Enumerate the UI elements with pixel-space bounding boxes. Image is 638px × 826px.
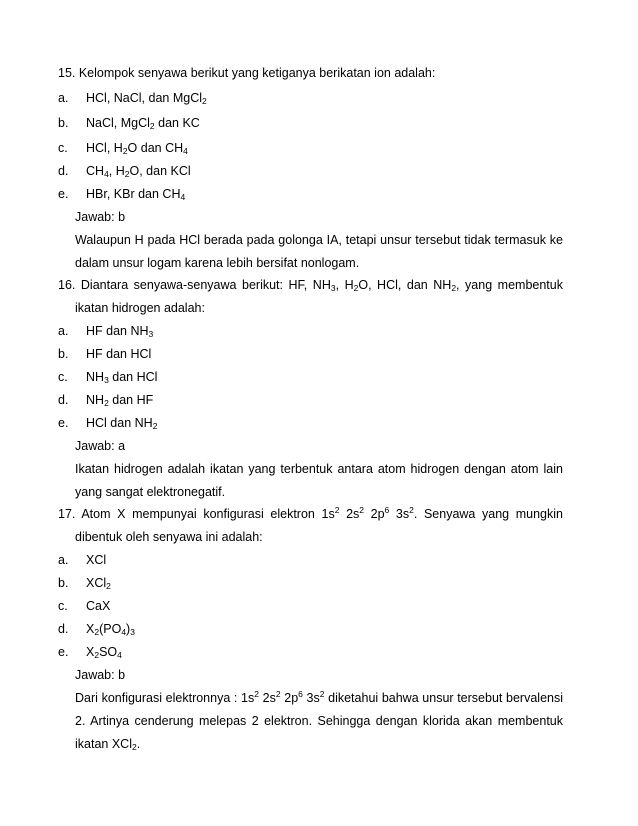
q17-option-b-letter: b. — [58, 576, 69, 590]
q16-option-c-text: $NH_3$ dan HCl — [86, 370, 158, 385]
q15-option-d-text: $CH_4$, $H_2O$, dan KCl — [86, 164, 191, 179]
q17-explanation-line-3: ikatan XCl$_2$. — [75, 737, 141, 752]
q16-option-d-text: $NH_2$ dan HF — [86, 393, 154, 408]
q16-explanation-line-1: Ikatan hidrogen adalah ikatan yang terbentuk antara atom hidrogen dengan atom lain — [75, 462, 563, 476]
q15-answer: Jawab: b — [75, 210, 126, 224]
q15-option-b-text: NaCl, MgCl$_2$ dan KC — [86, 116, 200, 131]
q15-option-e-text: HBr, KBr dan $CH_4$ — [86, 187, 186, 202]
q17-option-c-text: CaX — [86, 599, 111, 613]
q17-option-d-text: $X_2(PO_4)_3$ — [86, 622, 135, 637]
q16-answer: Jawab: a — [75, 439, 126, 453]
q17-option-d-letter: d. — [58, 622, 69, 636]
q17-explanation-line-2: 2. Artinya cenderung melepas 2 elektron. Sehingga dengan klorida akan membentuk — [75, 714, 563, 728]
q17-option-c-letter: c. — [58, 599, 68, 613]
q15-explanation-line-1: Walaupun H pada HCl berada pada golonga IA, tetapi unsur tersebut tidak termasuk ke — [75, 233, 563, 247]
q16-option-a-letter: a. — [58, 324, 69, 338]
q17-explanation-line-1: Dari konfigurasi elektronnya : $1s^2$ $2s^2$ $2p^6$ $3s^2$ diketahui bahwa unsur tersebut bervalensi — [75, 689, 563, 705]
q17-option-b-text: XCl$_2$ — [86, 576, 111, 591]
q15-option-c-letter: c. — [58, 141, 68, 155]
q17-option-e-text: $X_2SO_4$ — [86, 645, 122, 660]
question-16-text-cont: ikatan hidrogen adalah: — [75, 301, 205, 315]
q15-explanation-line-2: dalam unsur logam karena lebih bersifat nonlogam. — [75, 256, 360, 270]
q17-option-a-text: XCl — [86, 553, 107, 567]
question-17-text-cont: dibentuk oleh senyawa ini adalah: — [75, 530, 263, 544]
q16-option-e-letter: e. — [58, 416, 69, 430]
q15-option-d-letter: d. — [58, 164, 69, 178]
q16-option-a-text: HF dan $NH_3$ — [86, 324, 154, 339]
q16-explanation-line-2: yang sangat elektronegatif. — [75, 485, 226, 499]
q15-option-a-text: HCl, NaCl, dan MgCl$_2$ — [86, 91, 207, 106]
q17-option-a-letter: a. — [58, 553, 69, 567]
q16-option-d-letter: d. — [58, 393, 69, 407]
q15-option-b-letter: b. — [58, 116, 69, 130]
question-16-text: 16. Diantara senyawa-senyawa berikut: HF, $NH_3$, $H_2O$, HCl, dan $NH_2$, yang membentuk — [58, 278, 563, 293]
question-15-text: 15. Kelompok senyawa berikut yang ketiganya berikatan ion adalah: — [58, 66, 436, 80]
q15-option-a-letter: a. — [58, 91, 69, 105]
q17-option-e-letter: e. — [58, 645, 69, 659]
q16-option-b-text: HF dan HCl — [86, 347, 152, 361]
q16-option-b-letter: b. — [58, 347, 69, 361]
q16-option-e-text: HCl dan $NH_2$ — [86, 416, 158, 431]
q15-option-e-letter: e. — [58, 187, 69, 201]
question-17-text: 17. Atom X mempunyai konfigurasi elektron $1s^2$ $2s^2$ $2p^6$ $3s^2$. Senyawa yang mungkin — [58, 505, 563, 521]
q15-option-c-text: HCl, $H_2O$ dan $CH_4$ — [86, 141, 188, 156]
q17-answer: Jawab: b — [75, 668, 126, 682]
q16-option-c-letter: c. — [58, 370, 68, 384]
